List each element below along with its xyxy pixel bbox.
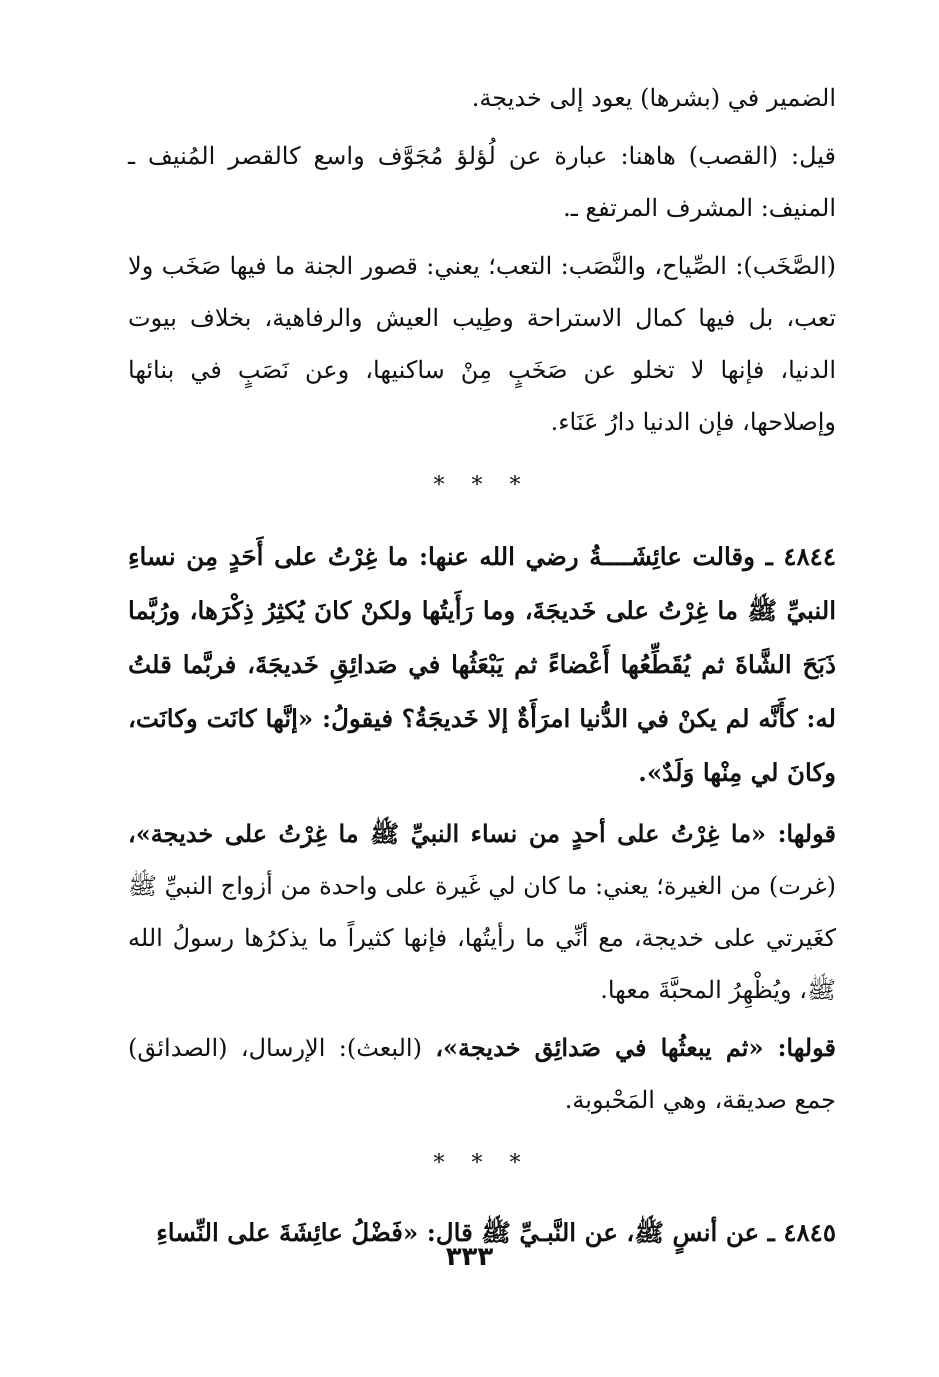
commentary-paragraph: (الصَّخَب): الصِّياح، والنَّصَب: التعب؛ يعني: قصور الجنة ما فيها صَخَب ولا تعب، بل فيها كمال الاستراحة وطِيب العيش والرفاهية، بخلاف بيوت الدنيا، فإنها لا تخلو عن صَخَبٍ مِنْ ساكنيها، وعن نَصَبٍ في بنائها وإصلاحها، فإن الدنيا دارُ عَنَاء. [128,252,836,436]
commentary-paragraph [128,1022,836,1126]
hadith-4845-text: ٤٨٤٥ ـ عن أنسٍ ﷺ، عن النَّبـيِّ ﷺ قال: «فَضْلُ عائِشَةَ على النِّساءِ [156,1218,836,1247]
commentary-paragraph: الضمير في (بشرها) يعود إلى خديجة. [471,84,836,112]
quoted-phrase: قولها: «ثم يبعثُها في صَدائِق خديجة»، [435,1033,836,1062]
section-separator: * * * [433,1151,531,1176]
commentary-paragraph: قيل: (القصب) هاهنا: عبارة عن لُؤلؤ مُجَوَّف واسع كالقصر المُنيف ـ المنيف: المشرف المرتفع ـ. [128,142,836,222]
explanation-text: (غرت) من الغيرة؛ يعني: ما كان لي غَيرة على واحدة من أزواج النبيِّ ﷺ كغَيرتي على خديجة، مع أنِّي ما رأيتُها، فإنها كثيراً ما يذكرُها رسولُ الله ﷺ، ويُظْهِرُ المحبَّةَ معها. [128,872,836,1004]
page-number: ٣٣٣ [445,1242,494,1272]
explanation-text: (البعث): الإرسال، (الصدائق) جمع صديقة، وهي المَحْبوبة. [128,1034,836,1114]
book-page [128,72,836,1260]
hadith-4844-text: ٤٨٤٤ ـ وقالت عائِشَــــةُ رضي الله عنها: ما غِرْتُ على أَحَدٍ مِن نساءِ النبيِّ ﷺ ما غِرْتُ على خَديجَةَ، وما رَأَيتُها ولكنْ كانَ يُكثِرُ ذِكْرَها، ورُبَّما ذَبَحَ الشَّاةَ ثم يُقَطِّعُها أَعْضاءً ثم يَبْعَثُها في صَدائِقِ خَديجَةَ، فربَّما قلتُ له: كأَنَّه لم يكنْ في الدُّنيا امرَأَةٌ إلا خَديجَةُ؟ فيقولُ: «إنَّها كانَت وكانَت، وكانَ لي مِنْها وَلَدٌ». [128,542,836,787]
section-separator: * * * [433,473,531,498]
commentary-paragraph [128,808,836,1016]
quoted-phrase: قولها: «ما غِرْتُ على أحدٍ من نساء النبيِّ ﷺ ما غِرْتُ على خديجة»، [128,819,836,848]
